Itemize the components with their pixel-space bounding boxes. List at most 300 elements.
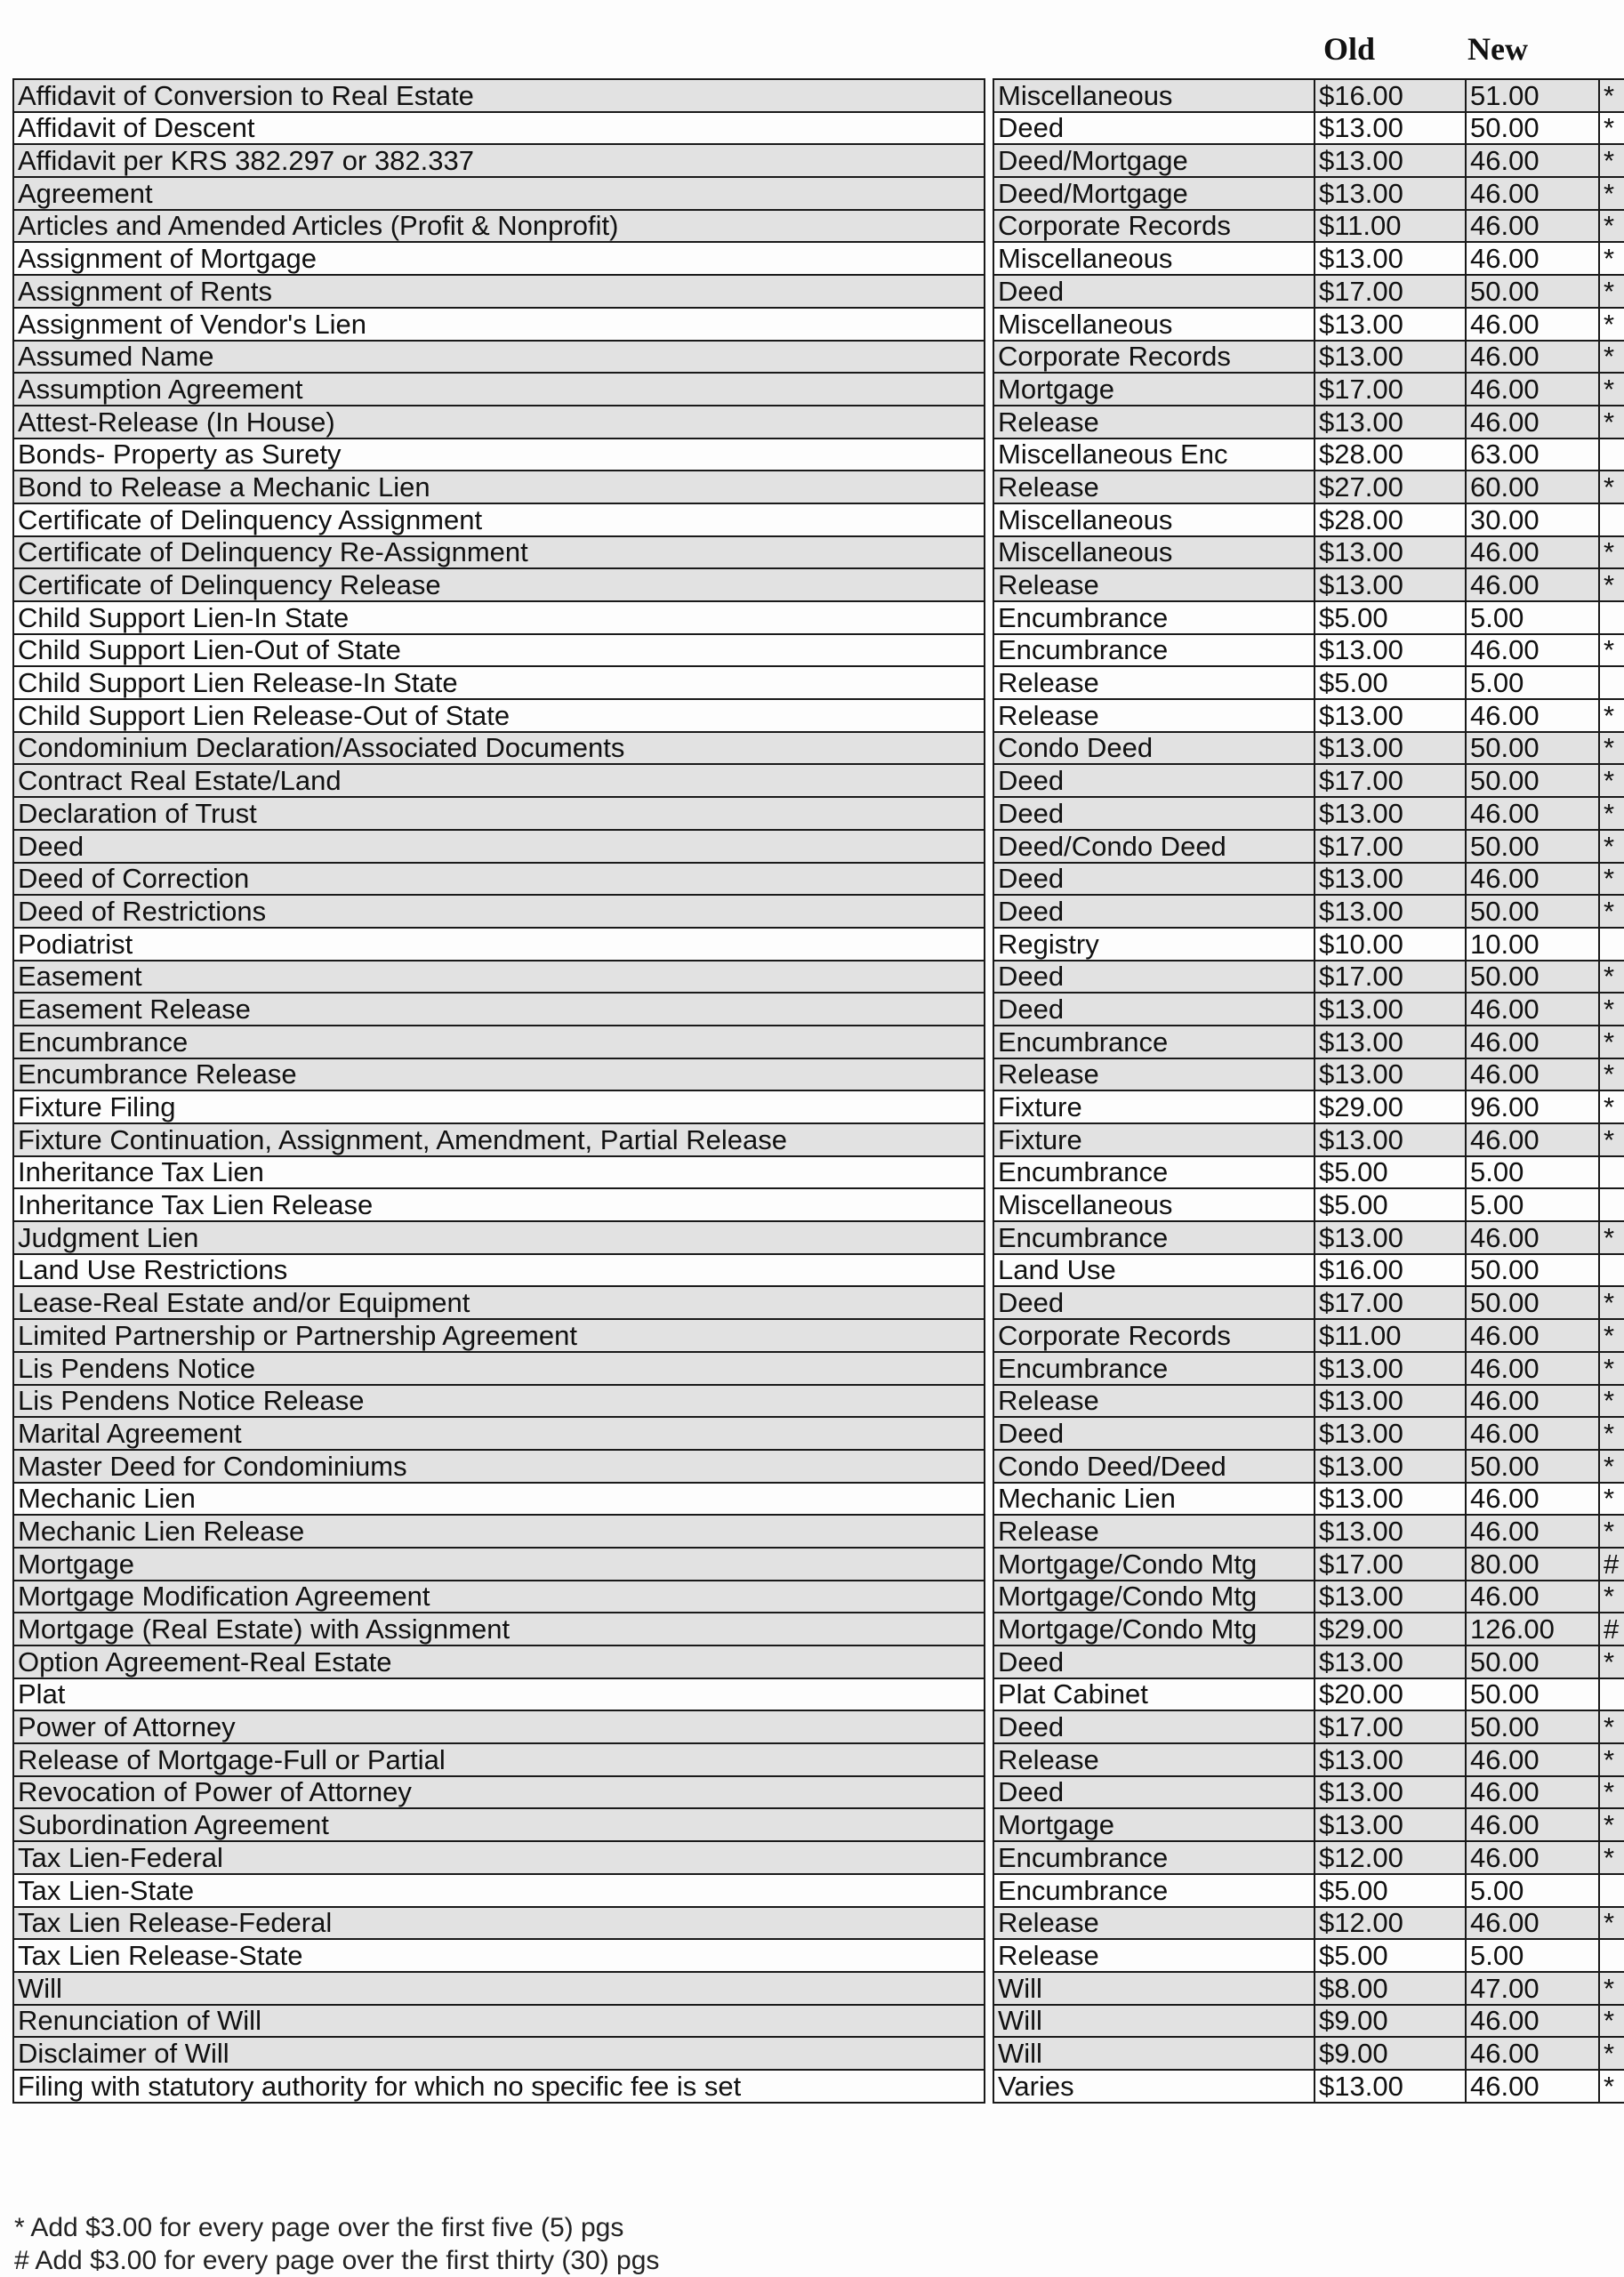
old-fee-cell: $13.00 [1314,1450,1466,1483]
document-type-cell: Tax Lien-State [13,1874,985,1907]
document-type-cell: Revocation of Power of Attorney [13,1776,985,1809]
table-row [13,797,1624,830]
old-fee-cell: $13.00 [1314,1417,1466,1450]
table-row [13,341,1624,374]
footnote-asterisk: * Add $3.00 for every page over the first five (5) pgs [14,2213,624,2242]
column-gap [985,764,993,797]
table-row [13,863,1624,896]
document-type-cell: Marital Agreement [13,1417,985,1450]
old-fee-cell: $13.00 [1314,1221,1466,1254]
table-row [13,1450,1624,1483]
new-fee-cell: 46.00 [1466,144,1599,177]
footnote-mark-cell: * [1599,210,1624,243]
fee-table-body [13,79,1624,2103]
category-cell: Mortgage/Condo Mtg [993,1548,1314,1581]
document-type-cell: Mechanic Lien Release [13,1515,985,1548]
old-fee-cell: $16.00 [1314,1254,1466,1287]
old-fee-cell: $13.00 [1314,536,1466,569]
column-gap [985,993,993,1026]
table-row [13,666,1624,699]
new-fee-cell: 46.00 [1466,863,1599,896]
table-row [13,1515,1624,1548]
document-type-cell: Lis Pendens Notice Release [13,1385,985,1418]
column-gap [985,1319,993,1352]
new-fee-cell: 46.00 [1466,1026,1599,1058]
document-type-cell: Land Use Restrictions [13,1254,985,1287]
table-row [13,1743,1624,1776]
column-gap [985,1286,993,1319]
document-type-cell: Affidavit of Descent [13,112,985,145]
table-row [13,1972,1624,2005]
footnote-mark-cell: * [1599,1026,1624,1058]
footnote-mark-cell: * [1599,341,1624,374]
old-fee-cell: $13.00 [1314,797,1466,830]
old-fee-cell: $13.00 [1314,568,1466,601]
footnote-mark-cell: * [1599,764,1624,797]
table-row [13,1254,1624,1287]
column-gap [985,1417,993,1450]
category-cell: Miscellaneous [993,79,1314,112]
new-fee-cell: 50.00 [1466,961,1599,994]
table-row [13,1581,1624,1613]
footnote-mark-cell: * [1599,1776,1624,1809]
category-cell: Deed [993,863,1314,896]
table-row [13,1123,1624,1156]
old-fee-cell: $13.00 [1314,895,1466,928]
column-gap [985,928,993,961]
old-fee-cell: $12.00 [1314,1907,1466,1940]
old-fee-cell: $13.00 [1314,2070,1466,2103]
footnote-mark-cell [1599,1188,1624,1221]
column-gap [985,732,993,765]
category-cell: Encumbrance [993,601,1314,634]
document-type-cell: Option Agreement-Real Estate [13,1645,985,1678]
table-row [13,1026,1624,1058]
document-type-cell: Attest-Release (In House) [13,406,985,439]
document-type-cell: Child Support Lien-Out of State [13,634,985,667]
column-gap [985,112,993,145]
old-fee-cell: $17.00 [1314,373,1466,406]
category-cell: Deed [993,993,1314,1026]
category-cell: Release [993,1939,1314,1972]
category-cell: Deed [993,275,1314,308]
footnote-mark-cell: * [1599,373,1624,406]
column-gap [985,1352,993,1385]
footnote-mark-cell: * [1599,568,1624,601]
column-gap [985,1645,993,1678]
footnote-mark-cell: * [1599,308,1624,341]
column-gap [985,797,993,830]
column-gap [985,308,993,341]
new-fee-cell: 50.00 [1466,1286,1599,1319]
column-gap [985,2070,993,2103]
column-gap [985,210,993,243]
old-fee-cell: $28.00 [1314,439,1466,471]
column-gap [985,1188,993,1221]
new-fee-cell: 50.00 [1466,895,1599,928]
new-fee-cell: 5.00 [1466,1156,1599,1189]
category-cell: Deed [993,1645,1314,1678]
new-fee-cell: 46.00 [1466,1743,1599,1776]
category-cell: Encumbrance [993,1841,1314,1874]
footnote-mark-cell: * [1599,1450,1624,1483]
category-cell: Miscellaneous [993,536,1314,569]
old-fee-cell: $10.00 [1314,928,1466,961]
column-gap [985,601,993,634]
footnote-mark-cell: * [1599,993,1624,1026]
new-fee-cell: 50.00 [1466,1645,1599,1678]
table-row [13,993,1624,1026]
new-fee-cell: 46.00 [1466,1776,1599,1809]
new-fee-cell: 46.00 [1466,1907,1599,1940]
footnote-mark-cell: * [1599,863,1624,896]
category-cell: Release [993,699,1314,732]
old-fee-cell: $13.00 [1314,112,1466,145]
column-gap [985,830,993,863]
category-cell: Encumbrance [993,1156,1314,1189]
table-row [13,1483,1624,1516]
column-gap [985,863,993,896]
document-type-cell: Certificate of Delinquency Re-Assignment [13,536,985,569]
category-cell: Release [993,666,1314,699]
category-cell: Release [993,1058,1314,1091]
column-gap [985,373,993,406]
category-cell: Deed/Mortgage [993,177,1314,210]
old-fee-cell: $13.00 [1314,993,1466,1026]
new-fee-cell: 46.00 [1466,634,1599,667]
old-fee-cell: $13.00 [1314,242,1466,275]
document-type-cell: Tax Lien-Federal [13,1841,985,1874]
footnote-mark-cell: * [1599,634,1624,667]
category-cell: Miscellaneous Enc [993,439,1314,471]
column-gap [985,1026,993,1058]
column-gap [985,2005,993,2038]
footnote-mark-cell: * [1599,1417,1624,1450]
column-gap [985,1808,993,1841]
document-type-cell: Filing with statutory authority for which no specific fee is set [13,2070,985,2103]
table-row [13,536,1624,569]
column-gap [985,1907,993,1940]
category-cell: Mortgage [993,1808,1314,1841]
column-gap [985,1972,993,2005]
new-fee-cell: 46.00 [1466,242,1599,275]
table-row [13,1156,1624,1189]
old-fee-cell: $13.00 [1314,1645,1466,1678]
column-gap [985,1090,993,1123]
document-type-cell: Condominium Declaration/Associated Documents [13,732,985,765]
document-type-cell: Podiatrist [13,928,985,961]
footnote-mark-cell [1599,503,1624,536]
table-row [13,1776,1624,1809]
footnote-mark-cell [1599,1156,1624,1189]
new-fee-cell: 60.00 [1466,471,1599,503]
footnote-mark-cell: * [1599,536,1624,569]
footnote-hash: # Add $3.00 for every page over the first thirty (30) pgs [14,2246,660,2275]
new-fee-cell: 47.00 [1466,1972,1599,2005]
category-cell: Deed [993,797,1314,830]
category-cell: Fixture [993,1123,1314,1156]
category-cell: Deed [993,1710,1314,1743]
new-fee-cell: 46.00 [1466,1352,1599,1385]
column-gap [985,1385,993,1418]
category-cell: Release [993,1385,1314,1418]
footnote-mark-cell: * [1599,2005,1624,2038]
new-fee-cell: 46.00 [1466,373,1599,406]
category-cell: Release [993,471,1314,503]
document-type-cell: Declaration of Trust [13,797,985,830]
old-fee-cell: $13.00 [1314,1026,1466,1058]
old-fee-cell: $17.00 [1314,275,1466,308]
table-row [13,634,1624,667]
footnote-mark-cell: * [1599,1645,1624,1678]
old-fee-cell: $5.00 [1314,1156,1466,1189]
document-type-cell: Deed [13,830,985,863]
footnote-mark-cell: * [1599,1515,1624,1548]
category-cell: Deed [993,961,1314,994]
footnote-mark-cell: * [1599,242,1624,275]
table-row [13,1874,1624,1907]
new-fee-cell: 46.00 [1466,536,1599,569]
old-fee-cell: $11.00 [1314,210,1466,243]
old-fee-cell: $13.00 [1314,1776,1466,1809]
table-row [13,1417,1624,1450]
footnote-mark-cell: * [1599,699,1624,732]
table-row [13,830,1624,863]
table-row [13,177,1624,210]
table-row [13,2037,1624,2070]
footnote-mark-cell: * [1599,406,1624,439]
footnote-mark-cell [1599,1254,1624,1287]
document-type-cell: Mechanic Lien [13,1483,985,1516]
footnote-mark-cell: * [1599,275,1624,308]
table-row [13,1058,1624,1091]
old-fee-cell: $13.00 [1314,341,1466,374]
category-cell: Land Use [993,1254,1314,1287]
footnote-mark-cell: * [1599,1352,1624,1385]
table-row [13,732,1624,765]
new-fee-cell: 96.00 [1466,1090,1599,1123]
new-fee-cell: 46.00 [1466,2037,1599,2070]
category-cell: Mortgage/Condo Mtg [993,1613,1314,1645]
column-gap [985,439,993,471]
table-row [13,308,1624,341]
new-fee-cell: 80.00 [1466,1548,1599,1581]
new-fee-cell: 63.00 [1466,439,1599,471]
header-new: New [1467,31,1528,67]
old-fee-cell: $12.00 [1314,1841,1466,1874]
category-cell: Condo Deed/Deed [993,1450,1314,1483]
document-type-cell: Bonds- Property as Surety [13,439,985,471]
old-fee-cell: $5.00 [1314,666,1466,699]
old-fee-cell: $5.00 [1314,1188,1466,1221]
new-fee-cell: 51.00 [1466,79,1599,112]
column-gap [985,1613,993,1645]
footnote-mark-cell: * [1599,1123,1624,1156]
column-gap [985,144,993,177]
new-fee-cell: 46.00 [1466,1581,1599,1613]
new-fee-cell: 46.00 [1466,568,1599,601]
column-gap [985,634,993,667]
document-type-cell: Child Support Lien-In State [13,601,985,634]
document-type-cell: Plat [13,1678,985,1711]
column-gap [985,1743,993,1776]
new-fee-cell: 46.00 [1466,2005,1599,2038]
document-type-cell: Deed of Correction [13,863,985,896]
document-type-cell: Inheritance Tax Lien [13,1156,985,1189]
table-row [13,1613,1624,1645]
footnote-mark-cell: * [1599,732,1624,765]
category-cell: Varies [993,2070,1314,2103]
category-cell: Mortgage/Condo Mtg [993,1581,1314,1613]
document-type-cell: Fixture Filing [13,1090,985,1123]
document-type-cell: Power of Attorney [13,1710,985,1743]
table-row [13,112,1624,145]
table-row [13,699,1624,732]
table-row [13,895,1624,928]
column-gap [985,341,993,374]
footnote-mark-cell: * [1599,1972,1624,2005]
table-row [13,1221,1624,1254]
old-fee-cell: $17.00 [1314,1710,1466,1743]
table-row [13,568,1624,601]
table-row [13,275,1624,308]
footnote-mark-cell: * [1599,1058,1624,1091]
column-gap [985,242,993,275]
document-type-cell: Child Support Lien Release-Out of State [13,699,985,732]
new-fee-cell: 50.00 [1466,1254,1599,1287]
category-cell: Release [993,406,1314,439]
category-cell: Encumbrance [993,1352,1314,1385]
new-fee-cell: 50.00 [1466,275,1599,308]
old-fee-cell: $13.00 [1314,1385,1466,1418]
category-cell: Deed [993,764,1314,797]
footnote-mark-cell: * [1599,112,1624,145]
old-fee-cell: $9.00 [1314,2037,1466,2070]
table-row [13,1548,1624,1581]
table-row [13,2070,1624,2103]
old-fee-cell: $27.00 [1314,471,1466,503]
new-fee-cell: 10.00 [1466,928,1599,961]
category-cell: Miscellaneous [993,308,1314,341]
document-type-cell: Bond to Release a Mechanic Lien [13,471,985,503]
column-gap [985,1156,993,1189]
document-type-cell: Tax Lien Release-State [13,1939,985,1972]
footnote-mark-cell: * [1599,1221,1624,1254]
old-fee-cell: $13.00 [1314,406,1466,439]
document-type-cell: Easement Release [13,993,985,1026]
old-fee-cell: $5.00 [1314,1939,1466,1972]
document-type-cell: Inheritance Tax Lien Release [13,1188,985,1221]
table-row [13,1939,1624,1972]
header-old: Old [1323,31,1376,67]
table-row [13,601,1624,634]
new-fee-cell: 50.00 [1466,112,1599,145]
table-row [13,961,1624,994]
document-type-cell: Will [13,1972,985,2005]
document-type-cell: Contract Real Estate/Land [13,764,985,797]
footnote-mark-cell: * [1599,144,1624,177]
new-fee-cell: 126.00 [1466,1613,1599,1645]
category-cell: Will [993,2005,1314,2038]
category-cell: Corporate Records [993,210,1314,243]
table-row [13,1808,1624,1841]
footnote-mark-cell: * [1599,1090,1624,1123]
footnote-mark-cell: # [1599,1548,1624,1581]
document-type-cell: Affidavit of Conversion to Real Estate [13,79,985,112]
table-row [13,210,1624,243]
old-fee-cell: $11.00 [1314,1319,1466,1352]
document-type-cell: Articles and Amended Articles (Profit & Nonprofit) [13,210,985,243]
new-fee-cell: 46.00 [1466,210,1599,243]
old-fee-cell: $28.00 [1314,503,1466,536]
new-fee-cell: 46.00 [1466,1123,1599,1156]
footnote-mark-cell: * [1599,471,1624,503]
category-cell: Plat Cabinet [993,1678,1314,1711]
new-fee-cell: 46.00 [1466,341,1599,374]
document-type-cell: Fixture Continuation, Assignment, Amendment, Partial Release [13,1123,985,1156]
old-fee-cell: $9.00 [1314,2005,1466,2038]
category-cell: Will [993,1972,1314,2005]
footnote-mark-cell: * [1599,2037,1624,2070]
old-fee-cell: $13.00 [1314,1515,1466,1548]
new-fee-cell: 5.00 [1466,666,1599,699]
column-gap [985,79,993,112]
document-type-cell: Child Support Lien Release-In State [13,666,985,699]
column-gap [985,275,993,308]
table-row [13,1678,1624,1711]
table-row [13,406,1624,439]
document-type-cell: Tax Lien Release-Federal [13,1907,985,1940]
document-type-cell: Assumption Agreement [13,373,985,406]
category-cell: Registry [993,928,1314,961]
new-fee-cell: 46.00 [1466,993,1599,1026]
document-type-cell: Certificate of Delinquency Assignment [13,503,985,536]
column-gap [985,1874,993,1907]
category-cell: Deed [993,112,1314,145]
table-row [13,1710,1624,1743]
table-row [13,373,1624,406]
old-fee-cell: $29.00 [1314,1090,1466,1123]
table-row [13,503,1624,536]
fee-table [12,78,1624,2104]
document-type-cell: Certificate of Delinquency Release [13,568,985,601]
new-fee-cell: 5.00 [1466,601,1599,634]
category-cell: Corporate Records [993,1319,1314,1352]
column-gap [985,503,993,536]
category-cell: Deed [993,1417,1314,1450]
old-fee-cell: $13.00 [1314,308,1466,341]
category-cell: Mechanic Lien [993,1483,1314,1516]
column-gap [985,177,993,210]
new-fee-cell: 50.00 [1466,1450,1599,1483]
table-row [13,1645,1624,1678]
footnote-mark-cell: * [1599,895,1624,928]
document-type-cell: Release of Mortgage-Full or Partial [13,1743,985,1776]
table-row [13,764,1624,797]
old-fee-cell: $13.00 [1314,863,1466,896]
category-cell: Miscellaneous [993,503,1314,536]
old-fee-cell: $29.00 [1314,1613,1466,1645]
document-type-cell: Deed of Restrictions [13,895,985,928]
column-gap [985,1515,993,1548]
category-cell: Encumbrance [993,634,1314,667]
column-gap [985,1548,993,1581]
footnote-mark-cell: * [1599,1710,1624,1743]
footnote-mark-cell [1599,601,1624,634]
category-cell: Mortgage [993,373,1314,406]
new-fee-cell: 50.00 [1466,830,1599,863]
footnote-mark-cell [1599,1939,1624,1972]
